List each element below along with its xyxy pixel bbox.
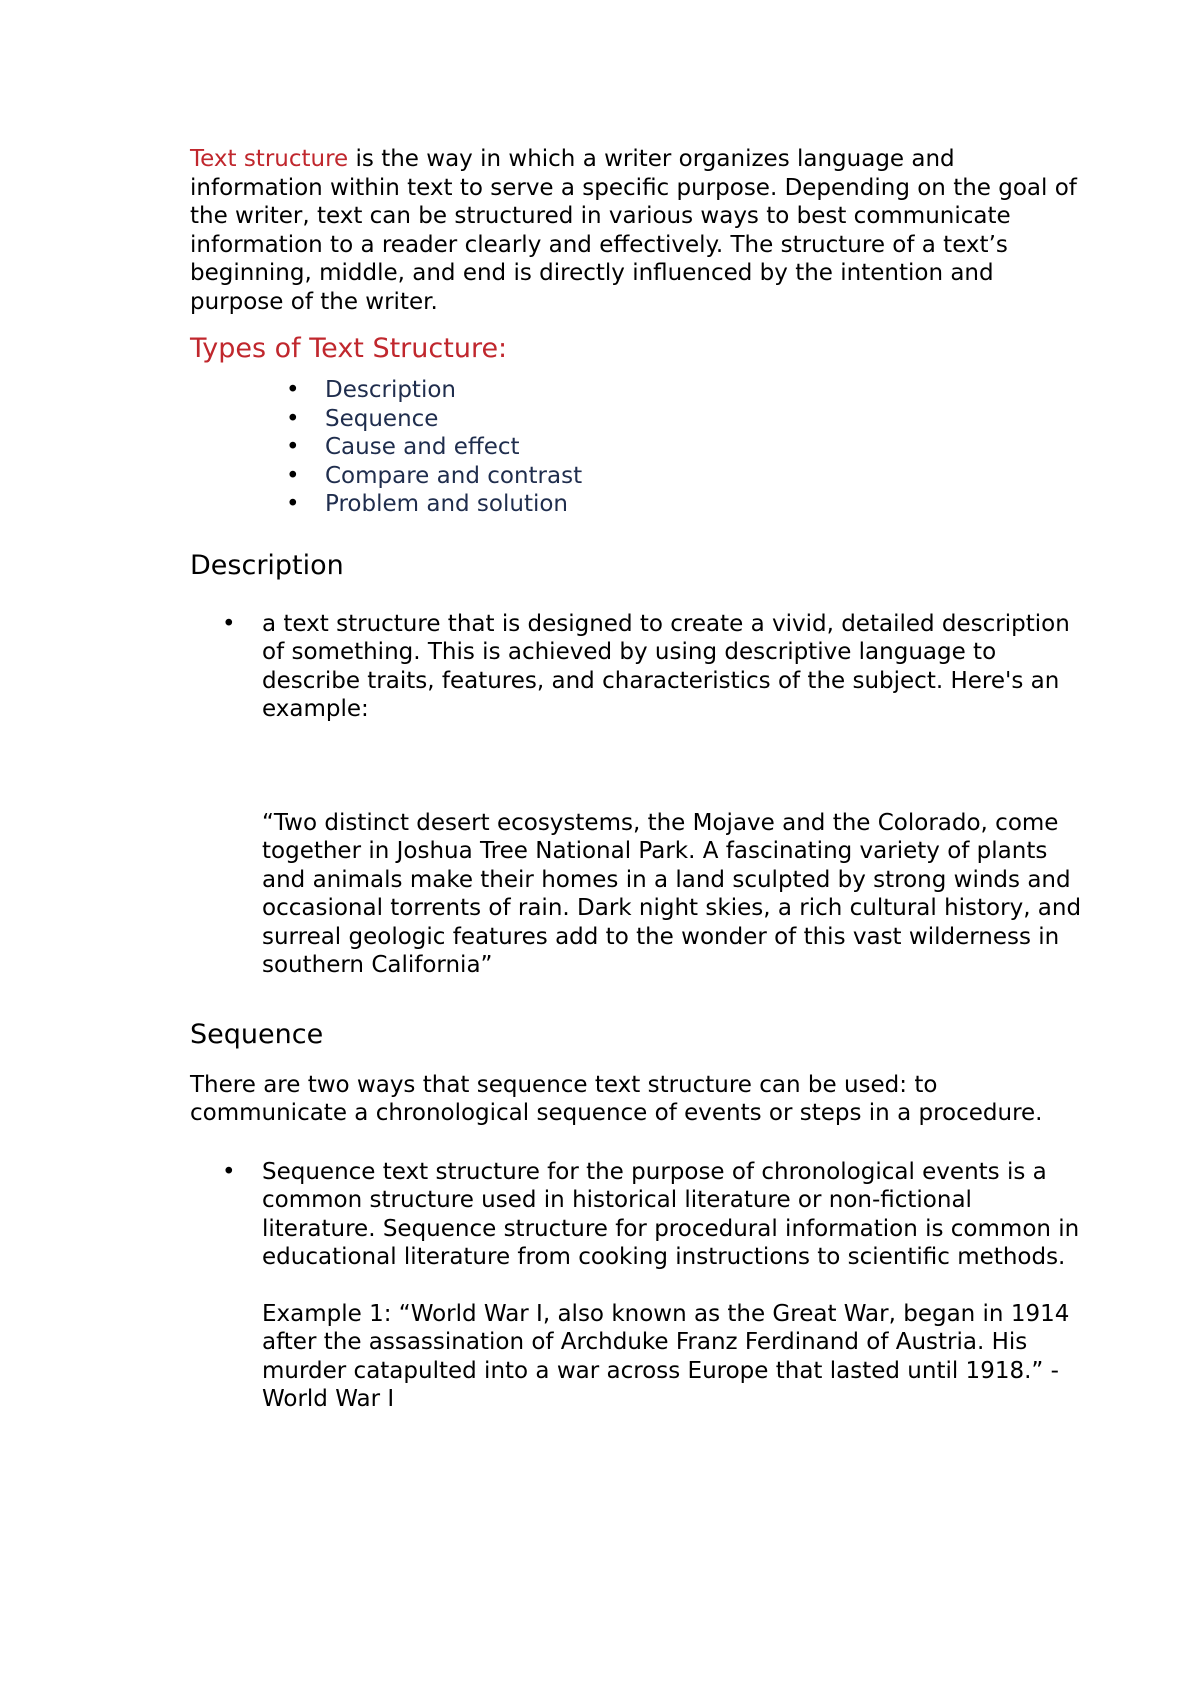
document-body [190,145,1090,1414]
sequence-example: Example 1: “World War I, also known as the Great War, began in 1914 after the assassination of Archduke Franz Ferdinand of Austria. His murder catapulted into a war across Europe that lasted until 1918.” - World War I [262,1300,1070,1412]
bullet-icon: • [222,610,236,637]
description-heading: Description [190,549,344,581]
types-heading: Types of Text Structure: [190,333,508,364]
list-item [190,490,1090,519]
types-list [190,376,1090,519]
list-item [190,376,1090,405]
list-item [190,462,1090,491]
intro-paragraph [190,145,1090,316]
bullet-icon: • [286,491,300,517]
list-item-label: Sequence [325,405,439,432]
sequence-heading: Sequence [190,1018,324,1050]
bullet-icon: • [286,405,300,432]
list-item-label: Cause and effect [325,434,520,460]
list-item [190,1158,1090,1414]
intro-term: Text structure [190,146,349,172]
description-quote: “Two distinct desert ecosystems, the Mojave and the Colorado, come together in Joshua Tree National Park. A fascinating variety of plants and animals make their homes in a land sculpted by strong winds and occasional torrents of rain. Dark night skies, a rich cultural history, and surreal geologic features add to the wonder of this vast wilderness in southern California” [262,809,1082,978]
intro-text: is the way in which a writer organizes language and information within text to serve a specific purpose. Depending on the goal of the writer, text can be structured in various ways to best communicate information to a reader clearly and effectively. The structure of a text’s beginning, middle, and end is directly influenced by the intention and purpose of the writer. [190,146,1077,315]
description-bullet-text: a text structure that is designed to create a vivid, detailed description of something. This is achieved by using descriptive language to describe traits, features, and characteristics of the subject. Here's an example: [262,610,1070,722]
sequence-bullet-text: Sequence text structure for the purpose of chronological events is a common structure used in historical literature or non-fictional literature. Sequence structure for procedural information is common in educational literature from cooking instructions to scientific methods. [262,1158,1080,1270]
sequence-intro: There are two ways that sequence text structure can be used: to communicate a chronological sequence of events or steps in a procedure. [190,1071,1043,1126]
list-item [190,405,1090,434]
bullet-icon: • [222,1158,236,1185]
bullet-icon: • [286,462,300,489]
list-item-label: Problem and solution [325,491,569,517]
list-item [190,433,1090,462]
list-item-label: Compare and contrast [325,462,583,489]
bullet-icon: • [286,377,300,403]
bullet-icon: • [286,434,300,460]
list-item [190,610,1090,724]
description-list [190,610,1090,724]
list-item-label: Description [325,377,456,403]
sequence-list [190,1158,1090,1414]
